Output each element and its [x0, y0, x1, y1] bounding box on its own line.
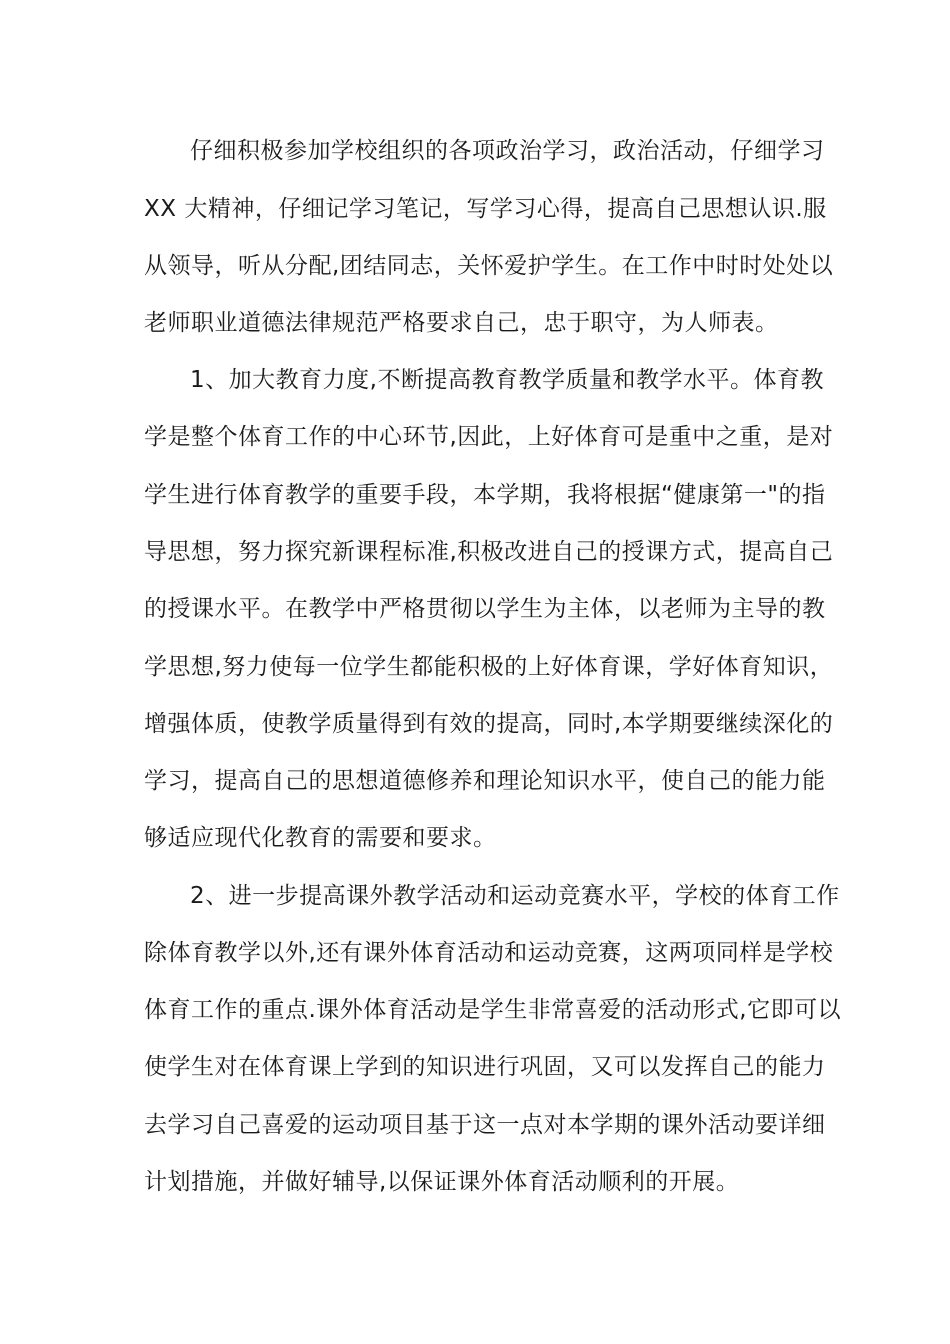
paragraph-1-line-4: 老师职业道德法律规范严格要求自己，忠于职守，为人师表。 — [144, 310, 779, 336]
paragraph-2-line-2: 学是整个体育工作的中心环节,因此，上好体育可是重中之重，是对 — [144, 424, 834, 450]
paragraph-2-line-4: 导思想，努力探究新课程标准,积极改进自己的授课方式，提高自己 — [144, 539, 834, 565]
paragraph-2-line-3: 学生进行体育教学的重要手段，本学期，我将根据“健康第一"的指 — [144, 482, 826, 508]
paragraph-2-line-7: 增强体质，使教学质量得到有效的提高，同时,本学期要继续深化的 — [144, 711, 834, 737]
paragraph-3-line-3: 体育工作的重点.课外体育活动是学生非常喜爱的活动形式,它即可以 — [144, 997, 842, 1023]
paragraph-3-line-5: 去学习自己喜爱的运动项目基于这一点对本学期的课外活动要详细 — [144, 1112, 826, 1138]
paragraph-1-line-3: 从领导，听从分配,团结同志，关怀爱护学生。在工作中时时处处以 — [144, 253, 834, 279]
paragraph-2-line-9: 够适应现代化教育的需要和要求。 — [144, 825, 497, 851]
paragraph-3-line-1: 2、进一步提高课外教学活动和运动竞赛水平，学校的体育工作 — [190, 883, 840, 909]
paragraph-2-line-6: 学思想,努力使每一位学生都能积极的上好体育课，学好体育知识， — [144, 654, 834, 680]
paragraph-3-line-2: 除体育教学以外,还有课外体育活动和运动竞赛，这两项同样是学校 — [144, 940, 834, 966]
paragraph-1-line-2: XX 大精神，仔细记学习笔记，写学习心得，提高自己思想认识.服 — [144, 196, 827, 222]
paragraph-3-line-4: 使学生对在体育课上学到的知识进行巩固，又可以发挥自己的能力 — [144, 1054, 826, 1080]
paragraph-2-line-5: 的授课水平。在教学中严格贯彻以学生为主体，以老师为主导的教 — [144, 596, 826, 622]
paragraph-3-line-6: 计划措施，并做好辅导,以保证课外体育活动顺利的开展。 — [144, 1169, 740, 1195]
paragraph-1-line-1: 仔细积极参加学校组织的各项政治学习，政治活动，仔细学习 — [190, 138, 825, 164]
paragraph-2-line-8: 学习，提高自己的思想道德修养和理论知识水平，使自己的能力能 — [144, 768, 826, 794]
paragraph-2-line-1: 1、加大教育力度,不断提高教育教学质量和教学水平。体育教 — [190, 367, 824, 393]
